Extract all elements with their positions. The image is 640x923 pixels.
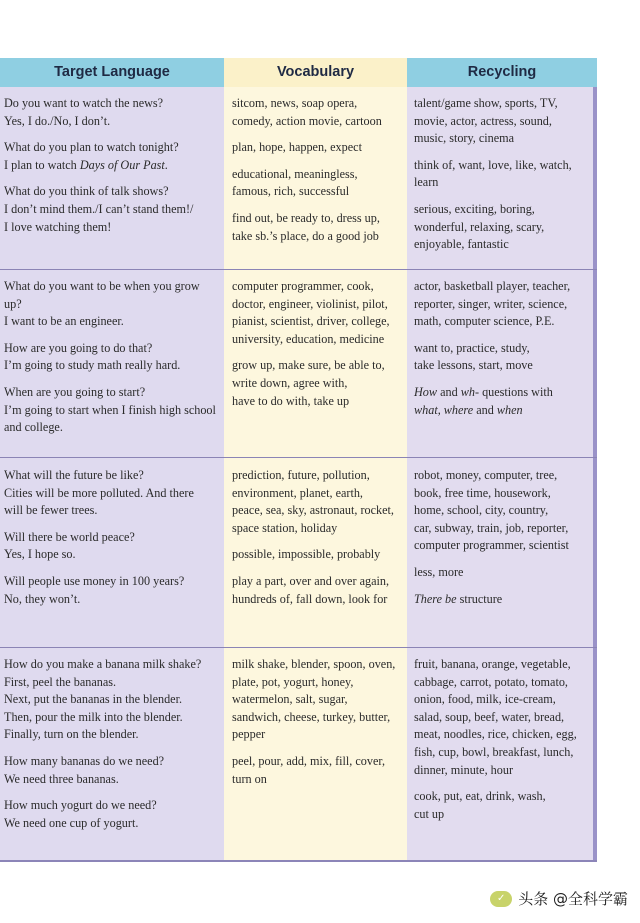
cell-paragraph <box>4 573 222 608</box>
row-3-vocabulary <box>232 467 404 608</box>
cell-paragraph <box>232 95 404 130</box>
cell-line: sitcom, news, soap opera, <box>232 96 358 110</box>
cell-paragraph <box>4 95 222 130</box>
cell-line: Then, pour the milk into the blender. <box>4 709 183 724</box>
cell-line: sandwich, cheese, turkey, butter, <box>232 709 391 724</box>
cell-line: what, where and when <box>414 402 523 417</box>
cell-paragraph <box>414 564 594 582</box>
cell-line: I love watching them! <box>4 219 112 234</box>
cell-line: We need three bananas. <box>4 771 119 786</box>
cell-line: less, more <box>414 564 464 579</box>
cell-paragraph <box>232 573 404 608</box>
row-divider <box>0 457 597 458</box>
cell-line: watermelon, salt, sugar, <box>232 692 348 707</box>
row-divider <box>0 647 597 648</box>
cell-paragraph <box>414 788 594 823</box>
cell-line: find out, be ready to, dress up, <box>232 210 380 225</box>
cell-paragraph <box>4 278 222 331</box>
cell-line: I’m going to start when I finish high school <box>4 402 216 417</box>
cell-line: I’m going to study math really hard. <box>4 358 181 373</box>
cell-paragraph <box>4 753 222 788</box>
cell-line: prediction, future, pollution, <box>232 468 370 482</box>
cell-line: What do you think of talk shows? <box>4 184 169 199</box>
cell-line: write down, agree with, <box>232 375 348 390</box>
cell-line: I don’t mind them./I can’t stand them!/ <box>4 201 194 216</box>
cell-line: reporter, singer, writer, science, <box>414 296 568 311</box>
cell-line: famous, rich, successful <box>232 184 350 199</box>
cell-paragraph <box>232 139 404 157</box>
cell-line: salad, soup, beef, water, bread, <box>414 709 565 724</box>
cell-line: How many bananas do we need? <box>4 753 165 768</box>
cell-paragraph <box>4 529 222 564</box>
row-2-recycling <box>414 278 594 419</box>
cell-line: possible, impossible, probably <box>232 547 381 562</box>
cell-line: I want to be an engineer. <box>4 314 124 329</box>
cell-line: Cities will be more polluted. And there <box>4 485 194 500</box>
cell-line: plate, pot, yogurt, honey, <box>232 674 354 689</box>
watermark-text: 头条 @全科学霸 <box>518 890 628 908</box>
cell-line: peace, sea, sky, astronaut, rocket, <box>232 503 394 518</box>
cell-line: cabbage, carrot, potato, tomato, <box>414 674 568 689</box>
row-3-target-language <box>4 467 222 608</box>
cell-paragraph <box>414 591 594 609</box>
cell-line: There be structure <box>414 591 503 606</box>
cell-paragraph <box>4 340 222 375</box>
cell-paragraph <box>232 467 404 537</box>
cell-line: take lessons, start, move <box>414 358 533 373</box>
cell-paragraph <box>414 384 594 419</box>
row-1-target-language <box>4 95 222 236</box>
cell-line: What do you want to be when you grow <box>4 279 200 293</box>
row-divider <box>0 269 597 270</box>
cell-line: environment, planet, earth, <box>232 485 363 500</box>
cell-line: fish, cup, bowl, breakfast, lunch, <box>414 744 574 759</box>
cell-line: milk shake, blender, spoon, oven, <box>232 657 396 671</box>
cell-line: Will people use money in 100 years? <box>4 573 185 588</box>
cell-line: wonderful, relaxing, scary, <box>414 219 545 234</box>
cell-line: cook, put, eat, drink, wash, <box>414 789 546 804</box>
cell-line: up? <box>4 296 22 311</box>
cell-line: have to do with, take up <box>232 393 350 408</box>
cell-line: I plan to watch Days of Our Past. <box>4 157 168 172</box>
cell-paragraph <box>232 166 404 201</box>
cell-line: learn <box>414 175 439 190</box>
cell-line: think of, want, love, like, watch, <box>414 157 572 172</box>
cell-line: actor, basketball player, teacher, <box>414 279 571 293</box>
cell-line: First, peel the bananas. <box>4 674 117 689</box>
cell-line: music, story, cinema <box>414 131 515 146</box>
cell-line: Do you want to watch the news? <box>4 96 164 110</box>
toutiao-watermark <box>490 888 628 909</box>
cell-line: Yes, I hope so. <box>4 547 76 562</box>
cell-paragraph <box>414 340 594 375</box>
cell-line: computer programmer, scientist <box>414 538 569 553</box>
cell-line: car, subway, train, job, reporter, <box>414 520 569 535</box>
cell-line: fruit, banana, orange, vegetable, <box>414 657 571 671</box>
header-target-language: Target Language <box>0 58 224 87</box>
cell-line: Finally, turn on the blender. <box>4 727 139 742</box>
row-4-recycling <box>414 656 594 823</box>
cell-paragraph <box>414 467 594 555</box>
cell-line: We need one cup of yogurt. <box>4 815 139 830</box>
cell-paragraph <box>232 210 404 245</box>
cell-line: How much yogurt do we need? <box>4 798 157 813</box>
cell-line: serious, exciting, boring, <box>414 201 535 216</box>
cell-line: onion, food, milk, ice-cream, <box>414 692 556 707</box>
cell-line: pepper <box>232 727 266 742</box>
row-1-recycling <box>414 95 594 254</box>
row-2-target-language <box>4 278 222 437</box>
cell-paragraph <box>4 797 222 832</box>
unit-summary-table <box>0 58 597 862</box>
cell-line: talent/game show, sports, TV, <box>414 96 558 110</box>
cell-line: meat, noodles, rice, chicken, egg, <box>414 727 577 742</box>
cell-line: movie, actor, actress, sound, <box>414 113 552 128</box>
cell-paragraph <box>414 201 594 254</box>
cell-line: How and wh- questions with <box>414 384 553 399</box>
cell-line: hundreds of, fall down, look for <box>232 591 388 606</box>
cell-line: will be fewer trees. <box>4 503 98 518</box>
cell-line: home, school, city, country, <box>414 503 549 518</box>
cell-line: pianist, scientist, driver, college, <box>232 314 390 329</box>
cell-line: and college. <box>4 420 63 435</box>
row-4-vocabulary <box>232 656 404 788</box>
row-4-target-language <box>4 656 222 832</box>
cell-line: How are you going to do that? <box>4 340 153 355</box>
cell-line: What will the future be like? <box>4 468 144 482</box>
cell-paragraph <box>232 656 404 744</box>
cell-line: computer programmer, cook, <box>232 279 374 293</box>
table-header <box>0 58 597 87</box>
cell-paragraph <box>232 278 404 348</box>
cell-line: No, they won’t. <box>4 591 81 606</box>
cell-line: plan, hope, happen, expect <box>232 140 362 155</box>
cell-paragraph <box>414 278 594 331</box>
header-vocabulary: Vocabulary <box>224 58 407 87</box>
cell-paragraph <box>4 183 222 236</box>
cell-line: cut up <box>414 806 445 821</box>
cell-line: Yes, I do./No, I don’t. <box>4 113 111 128</box>
cell-line: book, free time, housework, <box>414 485 551 500</box>
cell-line: play a part, over and over again, <box>232 573 390 588</box>
row-3-recycling <box>414 467 594 608</box>
cell-paragraph <box>414 95 594 148</box>
cell-paragraph <box>4 384 222 437</box>
cell-line: want to, practice, study, <box>414 340 530 355</box>
toutiao-logo-icon: ✓ <box>490 891 512 907</box>
cell-paragraph <box>4 467 222 520</box>
cell-line: doctor, engineer, violinist, pilot, <box>232 296 388 311</box>
cell-line: peel, pour, add, mix, fill, cover, <box>232 753 386 768</box>
cell-line: dinner, minute, hour <box>414 762 514 777</box>
header-recycling: Recycling <box>407 58 597 87</box>
row-1-vocabulary <box>232 95 404 245</box>
cell-paragraph <box>4 139 222 174</box>
cell-line: space station, holiday <box>232 520 338 535</box>
cell-line: robot, money, computer, tree, <box>414 468 558 482</box>
cell-line: grow up, make sure, be able to, <box>232 358 385 373</box>
cell-line: comedy, action movie, cartoon <box>232 113 382 128</box>
cell-paragraph <box>4 656 222 744</box>
cell-paragraph <box>232 753 404 788</box>
cell-line: How do you make a banana milk shake? <box>4 657 202 671</box>
cell-line: take sb.’s place, do a good job <box>232 228 379 243</box>
cell-line: university, education, medicine <box>232 331 385 346</box>
cell-paragraph <box>232 357 404 410</box>
cell-line: math, computer science, P.E. <box>414 314 555 329</box>
cell-line: When are you going to start? <box>4 384 146 399</box>
row-2-vocabulary <box>232 278 404 410</box>
cell-line: Will there be world peace? <box>4 529 135 544</box>
cell-paragraph <box>414 656 594 779</box>
cell-paragraph <box>232 546 404 564</box>
cell-line: educational, meaningless, <box>232 166 358 181</box>
cell-paragraph <box>414 157 594 192</box>
cell-line: What do you plan to watch tonight? <box>4 140 179 155</box>
cell-line: turn on <box>232 771 267 786</box>
cell-line: Next, put the bananas in the blender. <box>4 692 183 707</box>
cell-line: enjoyable, fantastic <box>414 237 509 252</box>
